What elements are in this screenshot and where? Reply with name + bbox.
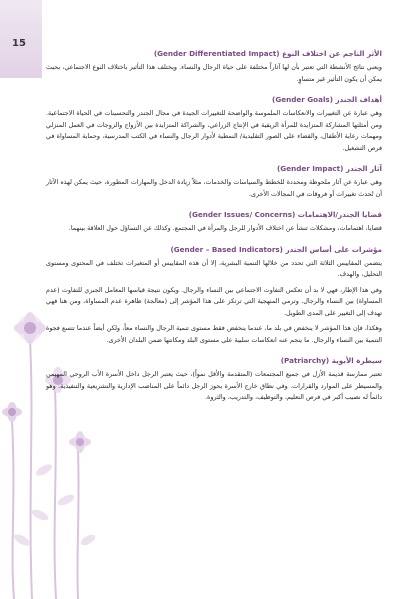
section-paragraph: قضايا، اهتمامات، ومشكلات تنشأ عن اختلاف الأدوار للرجل والمرأة في المجتمع. وكذلك عن التساؤل حول العلاقة بينهما.	[68, 224, 382, 232]
section-heading-gender-differentiated-impact	[46, 48, 382, 60]
heading-english: (Gender Issues/ Concerns)	[188, 210, 296, 219]
section-paragraph: تعتبر ممارسة قديمة الأزل في جميع المجتمعات (المتقدمة والأقل نمواً)، حيث يعتبر الرجل داخل الأسرة الأب الروحي المهيمن والمسيطر على الموارد والقرارات. وفي نطاق خارج الأسرة يحوز الرجل دائماً على المناصب الإدارية والتشريعية والتنفيذية. وهو دائماً له نصيب أكبر في فرص التعليم، والتوظيف، والتدريب، والثروة.	[46, 370, 382, 401]
heading-arabic: قضايا الجندر/الاهتمامات	[297, 210, 382, 219]
heading-arabic: آثار الجندر	[345, 164, 382, 173]
page-number: 15	[12, 38, 26, 49]
section-paragraph: ويعني نتائج الأنشطة التي تعتبر بأن لها آثاراً مختلفة على حياة الرجال والنساء. ويختلف هذا التأثير باختلاف النوع الاجتماعي، بحيث يمكن أن يكون التأثير غير متساوٍ.	[46, 63, 382, 83]
section-heading-gender-goals	[46, 94, 382, 106]
section-heading-gender-based-indicators	[46, 244, 382, 256]
heading-arabic: الأثر الناجم عن اختلاف النوع	[282, 49, 382, 58]
section-heading-gender-impact	[46, 163, 382, 175]
page-number-tab	[0, 0, 42, 78]
heading-english: (Gender Impact)	[277, 164, 344, 173]
section-paragraph: يتضمن المقاييس الثلاثة التي تحدد من خلالها التنمية البشرية، إلا أن هذه المقاييس أو المتغيرات تختلف في المحتوى ومستوى التحليل، والهدف.	[46, 258, 382, 278]
section-paragraph: وهي عبارة عن آثار ملحوظة ومحددة للخطط والسياسات والخدمات، مثلاً زيادة الدخل والمهارات المطورة، حيث يمكن لهذه الآثار أن تُحدث تغييرات أو فروقات في المجالات الأخرى.	[46, 178, 382, 198]
document-body	[46, 48, 382, 408]
section-heading-gender-issues	[46, 209, 382, 221]
heading-arabic: مؤشرات على أساس الجندر	[285, 244, 382, 254]
heading-english: (Gender – Based Indicators)	[170, 244, 283, 254]
section-paragraph: وهكذا، فإن هذا المؤشر لا ينخفض في بلد ما، عندما ينخفض فقط مستوى تنمية الرجال والنساء معاً، ولكن أيضاً عندما تتسع فجوة التنمية بين النساء والرجال. ما ينجم عنه انعكاسات سلبية على مستوى البلد ومكانتها ضمن البلدان الأخرى.	[46, 324, 382, 344]
section-paragraph: وفي هذا الإطار، فهي لا بد أن تعكس التفاوت الاجتماعي بين النساء والرجال. ويكون نتيجة قياسها المعامل الجبري للتفاوت (عدم المساواة) بين النساء والرجال. وترمي المنهجية التي ترتكز على هذا المؤشر إلى (معالجة) ظاهرة عدم المساواة، ومن هنا فهي تهدف إلى التغيير على المدى الطويل.	[46, 285, 382, 317]
heading-english: (Patriarchy)	[280, 356, 330, 365]
heading-arabic: أهداف الجندر	[335, 95, 382, 104]
heading-english: (Gender Differentiated Impact)	[153, 49, 280, 58]
section-paragraph: وهي عبارة عن التغييرات والانعكاسات الملموسة والواضحة للتغييرات الجيدة في مجال الجندر والتحسينات في الحياة الاجتماعية. ومن أمثلتها المشاركة المتزايدة للمرأة الريفية في الإنتاج الزراعي، والشراكة المتزايدة بين الأزواج والزوجات في العمل المنزلي ومهمات رعاية الأطفال، والقضاء على الصور التقليدية/ النمطية لأدوار الرجال والنساء في الكتب المدرسية، وحماية المساواة في فرص التشغيل.	[46, 109, 382, 152]
heading-english: (Gender Goals)	[272, 95, 333, 104]
heading-arabic: سيطرة الأبوية	[331, 356, 382, 365]
section-heading-patriarchy	[46, 355, 382, 367]
